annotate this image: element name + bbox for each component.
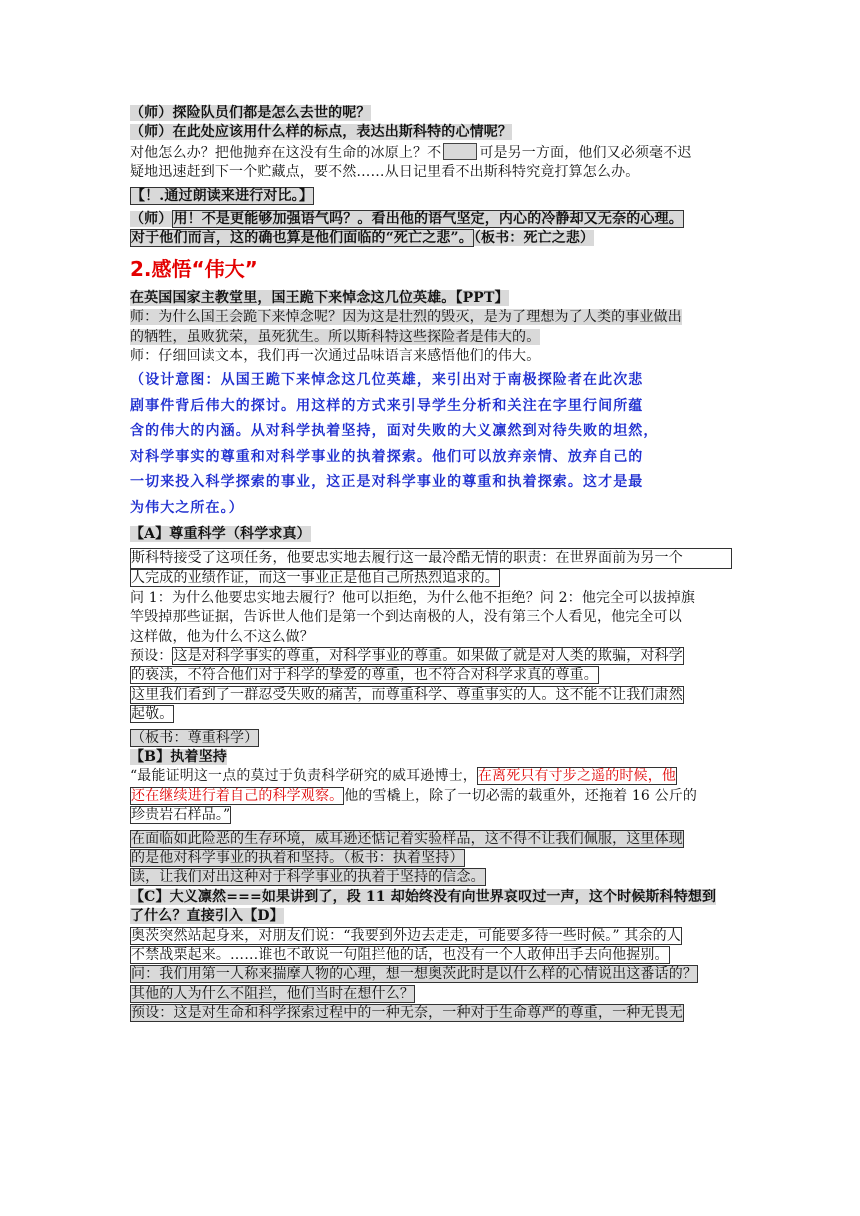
- design-line: 为伟大之所在。）: [130, 499, 244, 516]
- teacher-question: （师）探险队员们都是怎么去世的呢？: [130, 105, 371, 121]
- design-line: 对科学事实的尊重和对科学事业的执着探索。他们可以放弃亲情、放弃自己的: [130, 448, 644, 465]
- fill-in-blank: [443, 143, 477, 160]
- paragraph: [130, 187, 734, 206]
- boxed-text: 其他的人为什么不阻拦，他们当时在想什么？: [131, 985, 414, 1002]
- paragraph: [130, 729, 734, 748]
- boxed-text: 对于他们而言，这的确也算是他们面临的“死亡之悲”。: [131, 230, 473, 247]
- quote-box: [130, 548, 732, 569]
- boxed-text: 起敬。: [131, 706, 174, 723]
- boxed-text: 的亵渎，不符合他们对于科学的挚爱的尊重，也不符合对科学求真的尊重。: [131, 667, 598, 684]
- reading-instruction: 【！.通过朗读来进行对比。】: [131, 187, 313, 204]
- section-label: 【A】尊重科学（科学求真）: [130, 526, 311, 543]
- paragraph: [130, 229, 734, 248]
- text-segment: 的牺牲，虽败犹荣，虽死犹生。所以斯科特这些探险者是伟大的。: [130, 328, 541, 345]
- paragraph: [130, 210, 734, 229]
- text-segment: 师：为什么国王会跪下来悼念呢？因为这是壮烈的毁灭，是为了理想为了人类的事业做出: [130, 309, 682, 326]
- section-label: 【B】执着坚持: [130, 748, 227, 765]
- board-note: （板书：死亡之悲）: [473, 230, 595, 247]
- section-heading: 2.感悟“伟大”: [130, 256, 258, 281]
- text-segment: 他的雪橇上，除了一切必需的载重外，还拖着 16 公斤的: [344, 787, 698, 804]
- red-highlight: 还在继续进行着自己的科学观察。: [131, 787, 344, 804]
- paragraph: [130, 705, 734, 724]
- paragraph: [130, 123, 734, 142]
- paragraph: [130, 569, 734, 588]
- design-line: （设计意图：从国王跪下来悼念这几位英雄，来引出对于南极探险者在此次悲: [130, 372, 644, 389]
- paragraph: [130, 686, 734, 705]
- paragraph: [130, 927, 734, 946]
- text-segment: 可是另一方面，他们又必须毫不迟: [479, 144, 692, 161]
- boxed-text: 用！不是更能够加强语气吗？。看出他的语气坚定，内心的冷静却又无奈的心理。: [173, 211, 683, 228]
- boxed-text: 问：我们用第一人称来揣摩人物的心理，想一想奥茨此时是以什么样的心情说出这番话的？: [131, 966, 697, 983]
- boxed-text: 这里我们看到了一群忍受失败的痛苦，而尊重科学、尊重事实的人。这不能不让我们肃然: [131, 686, 683, 703]
- paragraph: [130, 289, 734, 308]
- text-segment: 在英国国家主教堂里，国王跪下来悼念这几位英雄。【PPT】: [130, 289, 509, 306]
- design-line: 剧事件背后伟大的探讨。用这样的方式来引导学生分析和关注在字里行间所蕴: [130, 397, 644, 414]
- teacher-label: （师）: [130, 211, 173, 228]
- paragraph: [130, 985, 734, 1004]
- quote-line: 人完成的业绩作证，而这一事业正是他自己所热烈追求的。: [131, 570, 499, 587]
- paragraph: [130, 830, 734, 849]
- design-intent: [130, 368, 734, 521]
- quote-line: 斯科特接受了这项任务，他要忠实地去履行这一最冷酷无情的职责：在世界面前为另一个: [131, 549, 683, 566]
- text-segment: “最能证明这一点的莫过于负责科学研究的威耳逊博士，: [130, 768, 477, 785]
- boxed-text: 珍贵岩石样品。”: [131, 807, 231, 824]
- paragraph: [130, 748, 734, 767]
- paragraph: 问 1：为什么他要忠实地去履行？他可以拒绝，为什么他不拒绝？问 2：他完全可以拔掉旗: [130, 589, 696, 606]
- paragraph: 疑地迅速赶到下一个贮藏点，要不然……从日记里看不出斯科特究竟打算怎么办。: [130, 164, 640, 181]
- boxed-text: 这是对科学事实的尊重，对科学事业的尊重。如果做了就是对人类的欺骗，对科学: [173, 647, 683, 664]
- paragraph: [130, 806, 734, 825]
- paragraph: [130, 787, 734, 806]
- paragraph: [130, 767, 734, 786]
- paragraph: [130, 907, 734, 926]
- paragraph: [130, 666, 734, 685]
- paragraph: [130, 965, 734, 984]
- paragraph: [130, 525, 734, 544]
- text-segment: 预设：: [130, 647, 173, 664]
- text-segment: 对他怎么办？把他抛弃在这没有生命的冰原上？不: [130, 144, 442, 161]
- paragraph: [130, 946, 734, 965]
- paragraph: [130, 888, 734, 907]
- red-highlight: 在离死只有寸步之遥的时候，他: [477, 768, 677, 785]
- paragraph: 师：仔细回读文本，我们再一次通过品味语言来感悟他们的伟大。: [130, 348, 541, 365]
- design-line: 一切来投入科学探索的事业，这正是对科学事业的尊重和执着探索。这才是最: [130, 474, 644, 491]
- section-label: 【C】大义凛然===如果讲到了，段 11 却始终没有向世界哀叹过一声，这个时候斯科特想到: [130, 888, 717, 905]
- paragraph: [130, 328, 734, 347]
- document-page: [130, 104, 734, 1024]
- boxed-text: 奥茨突然站起身来，对朋友们说：“我要到外边去走走，可能要多待一些时候。” 其余的人: [131, 927, 681, 944]
- design-line: 含的伟大的内涵。从对科学执着坚持，面对失败的大义凛然到对待失败的坦然，: [130, 423, 659, 440]
- boxed-text: 在面临如此险恶的生存环境，威耳逊还惦记着实验样品，这不得不让我们佩服，这里体现: [131, 830, 683, 847]
- paragraph: [130, 849, 734, 868]
- boxed-text: 读，让我们对出这种对于科学事业的执着于坚持的信念。: [131, 869, 485, 886]
- paragraph: [130, 143, 734, 163]
- paragraph: [130, 1004, 734, 1023]
- paragraph: 这样做，他为什么不这么做？: [130, 628, 314, 645]
- boxed-text: 的是他对科学事业的执着和坚持。（板书：执着坚持）: [131, 849, 464, 866]
- paragraph: [130, 868, 734, 887]
- paragraph: 竿毁掉那些证据，告诉世人他们是第一个到达南极的人，没有第三个人看见，他完全可以: [130, 609, 682, 626]
- boxed-text: 预设：这是对生命和科学探索过程中的一种无奈，一种对于生命尊严的尊重，一种无畏无: [131, 1005, 683, 1022]
- paragraph: [130, 647, 734, 666]
- paragraph: [130, 104, 734, 123]
- boxed-text: 不禁战栗起来。……谁也不敢说一句阻拦他的话，也没有一个人敢伸出手去向他握别。: [131, 947, 669, 963]
- section-label: 了什么？直接引入【D】: [130, 908, 284, 925]
- board-note: （板书：尊重科学）: [131, 729, 259, 746]
- teacher-question: （师）在此处应该用什么样的标点，表达出斯科特的心情呢？: [130, 124, 513, 141]
- paragraph: [130, 308, 734, 327]
